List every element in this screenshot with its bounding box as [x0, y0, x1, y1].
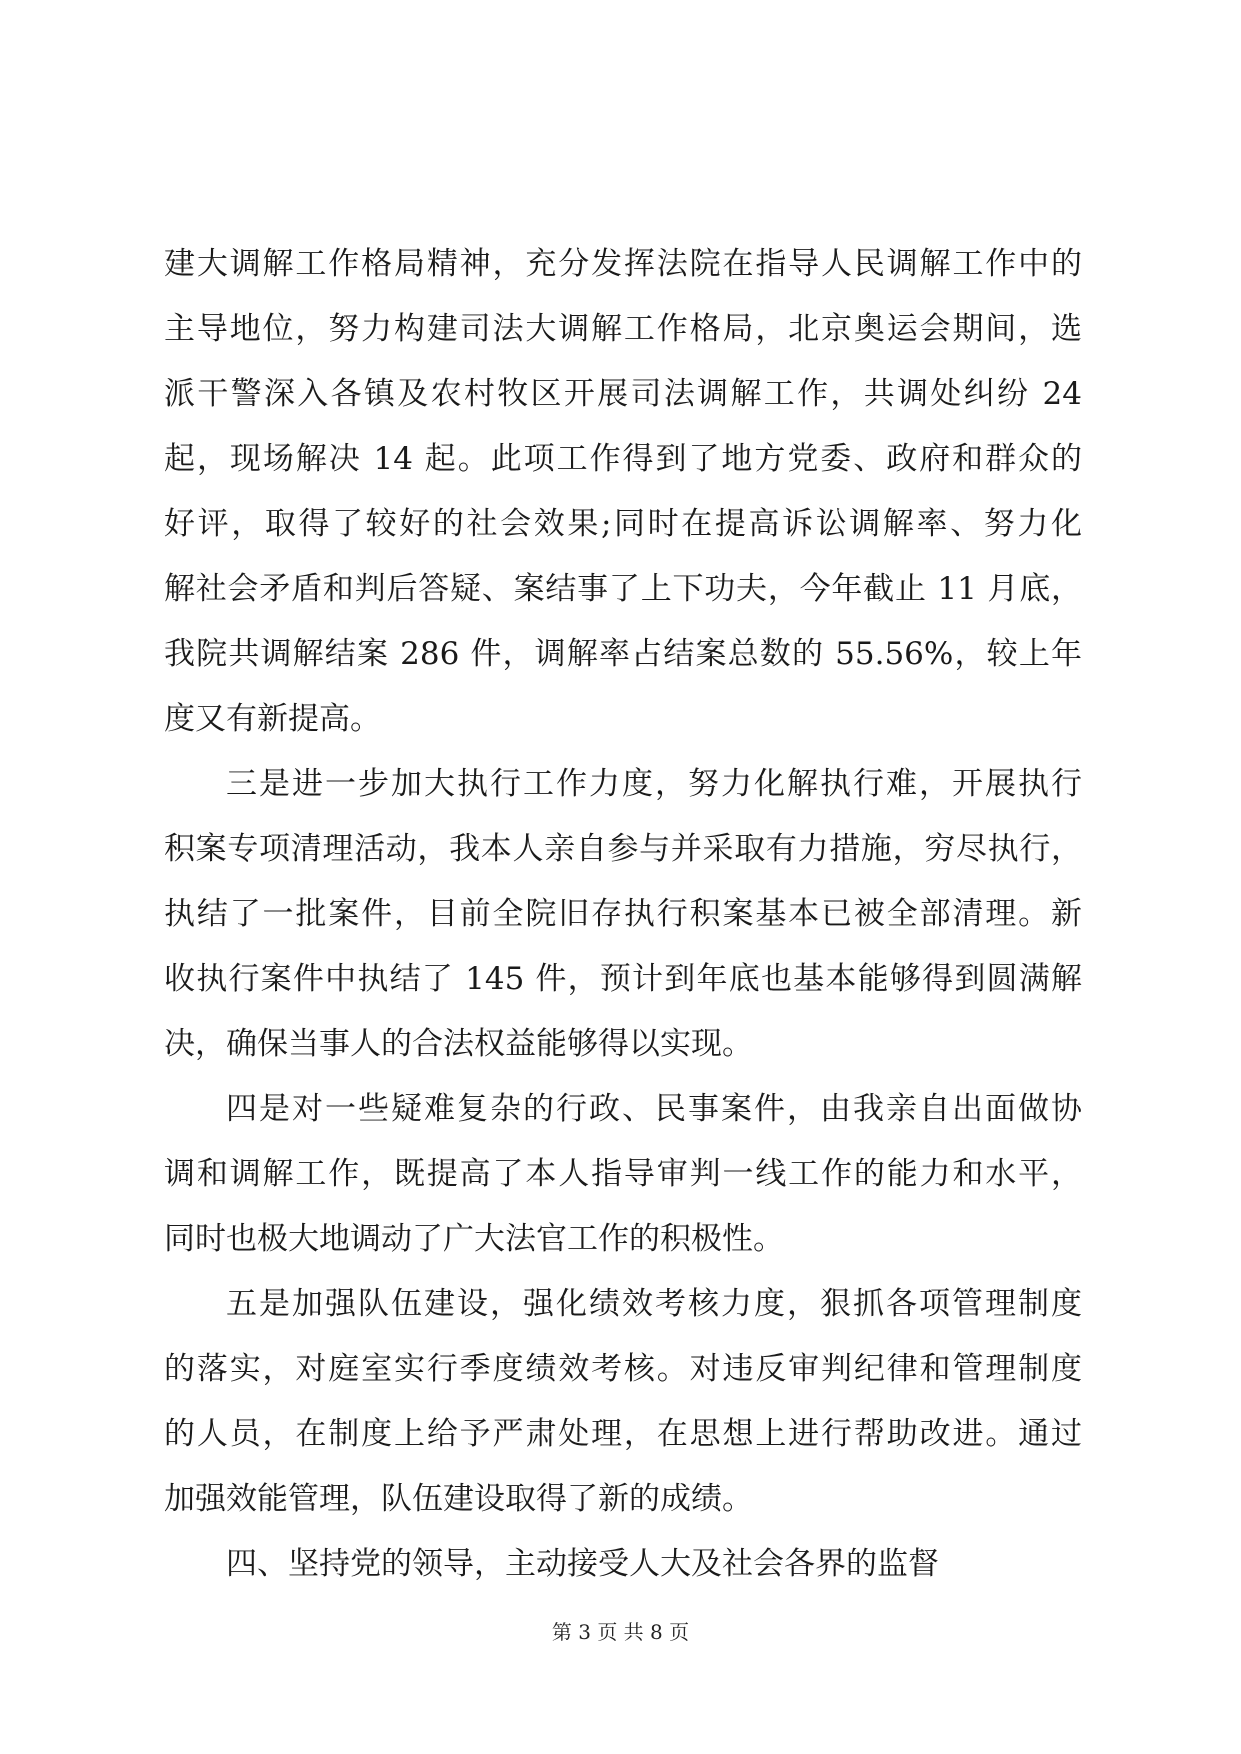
text-line: 解社会矛盾和判后答疑、案结事了上下功夫，今年截止 11 月底， [164, 571, 1082, 607]
text-line: 三是进一步加大执行工作力度，努力化解执行难，开展执行 [226, 766, 1082, 802]
text-line: 同时也极大地调动了广大法官工作的积极性。 [164, 1221, 784, 1257]
text-line: 四、坚持党的领导，主动接受人大及社会各界的监督 [226, 1546, 939, 1582]
text-line: 积案专项清理活动，我本人亲自参与并采取有力措施，穷尽执行， [164, 831, 1082, 867]
text-line: 派干警深入各镇及农村牧区开展司法调解工作，共调处纠纷 24 [164, 376, 1082, 412]
text-line: 我院共调解结案 286 件，调解率占结案总数的 55.56%，较上年 [164, 636, 1082, 672]
text-line: 的落实，对庭室实行季度绩效考核。对违反审判纪律和管理制度 [164, 1351, 1082, 1387]
text-line: 的人员，在制度上给予严肃处理，在思想上进行帮助改进。通过 [164, 1416, 1082, 1452]
body-text [164, 232, 1082, 1597]
text-line: 收执行案件中执结了 145 件，预计到年底也基本能够得到圆满解 [164, 961, 1082, 997]
text-line: 度又有新提高。 [164, 701, 381, 737]
text-line: 四是对一些疑难复杂的行政、民事案件，由我亲自出面做协 [226, 1091, 1082, 1127]
page-footer: 第 3 页 共 8 页 [551, 1620, 690, 1644]
text-line: 好评，取得了较好的社会效果;同时在提高诉讼调解率、努力化 [164, 506, 1082, 542]
text-line: 调和调解工作，既提高了本人指导审判一线工作的能力和水平， [164, 1156, 1082, 1192]
text-line: 五是加强队伍建设，强化绩效考核力度，狠抓各项管理制度 [226, 1286, 1082, 1322]
text-line: 建大调解工作格局精神，充分发挥法院在指导人民调解工作中的 [164, 246, 1082, 282]
text-line: 主导地位，努力构建司法大调解工作格局，北京奥运会期间，选 [164, 311, 1082, 347]
text-line: 决，确保当事人的合法权益能够得以实现。 [164, 1026, 753, 1062]
text-line: 执结了一批案件，目前全院旧存执行积案基本已被全部清理。新 [164, 896, 1082, 932]
text-line: 起，现场解决 14 起。此项工作得到了地方党委、政府和群众的 [164, 441, 1082, 477]
text-line: 加强效能管理，队伍建设取得了新的成绩。 [164, 1481, 753, 1517]
